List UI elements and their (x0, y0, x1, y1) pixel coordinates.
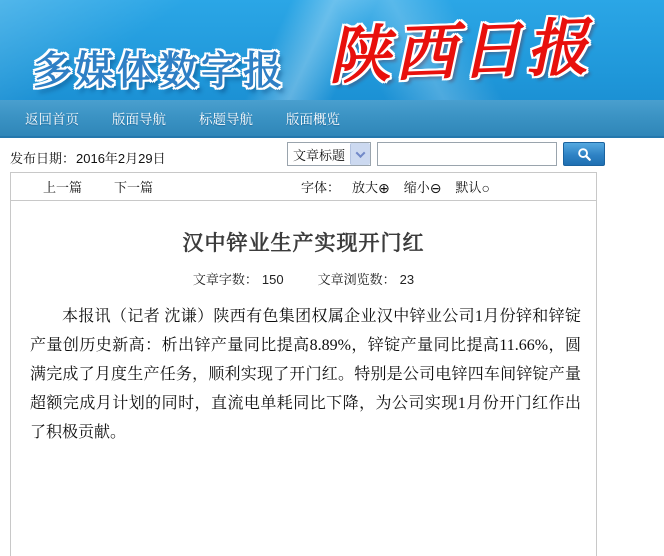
font-default-button[interactable]: 默认○ (455, 180, 490, 196)
banner (0, 0, 664, 138)
font-controls (301, 177, 504, 197)
article-content (11, 227, 596, 556)
site-title: 多媒体数字报 (33, 50, 286, 93)
chevron-down-icon (350, 143, 370, 165)
font-zoom-out-button[interactable]: 缩小⊖ (403, 179, 442, 196)
article-box (10, 172, 597, 556)
circled-plus-icon: ⊕ (378, 179, 390, 196)
search-icon (577, 147, 592, 162)
navbar (0, 100, 664, 138)
word-count-value: 150 (261, 272, 284, 287)
font-size-label: 字体： (301, 180, 341, 195)
article-body: 本报讯（记者 沈谦）陕西有色集团权属企业汉中锌业公司1月份锌和锌锭产量创历史新高：析出锌产量同比提高8.89%，锌锭产量同比提高11.66%，圆满完成了月度生产任务，顺利实现了开门红。特别是公司电锌四车间锌锭产量超额完成月计划的同时，直流电单耗同比下降，为公司实现1月份开门红作出了积极贡献。 (30, 308, 581, 441)
search-button[interactable] (563, 142, 605, 166)
publish-date-value: 2016年2月29日 (76, 151, 166, 166)
nav-item-page-overview[interactable]: 版面概览 (286, 112, 340, 127)
search-category-value: 文章标题 (293, 147, 346, 163)
view-count-value: 23 (399, 272, 415, 287)
nav-item-home[interactable]: 返回首页 (25, 112, 79, 127)
publish-date-label: 发布日期： (10, 151, 76, 166)
paper-title-logo: 陕西日报 (326, 10, 594, 93)
search-input[interactable] (377, 142, 557, 166)
view-count-label: 文章浏览数： (317, 272, 396, 287)
date-search-row (0, 138, 664, 172)
article-toolbar (11, 173, 596, 201)
circle-icon: ○ (481, 180, 490, 196)
article-meta (11, 269, 596, 288)
font-zoom-in-button[interactable]: 放大⊕ (352, 179, 390, 196)
nav-item-title-nav[interactable]: 标题导航 (199, 112, 253, 127)
article-title: 汉中锌业生产实现开门红 (182, 231, 425, 255)
word-count-label: 文章字数： (192, 272, 258, 287)
nav-item-page-nav[interactable]: 版面导航 (112, 112, 166, 127)
prev-article-link[interactable]: 上一篇 (43, 180, 83, 195)
next-article-link[interactable]: 下一篇 (114, 180, 154, 195)
search-category-select[interactable] (287, 142, 371, 166)
circled-minus-icon: ⊖ (429, 179, 442, 196)
